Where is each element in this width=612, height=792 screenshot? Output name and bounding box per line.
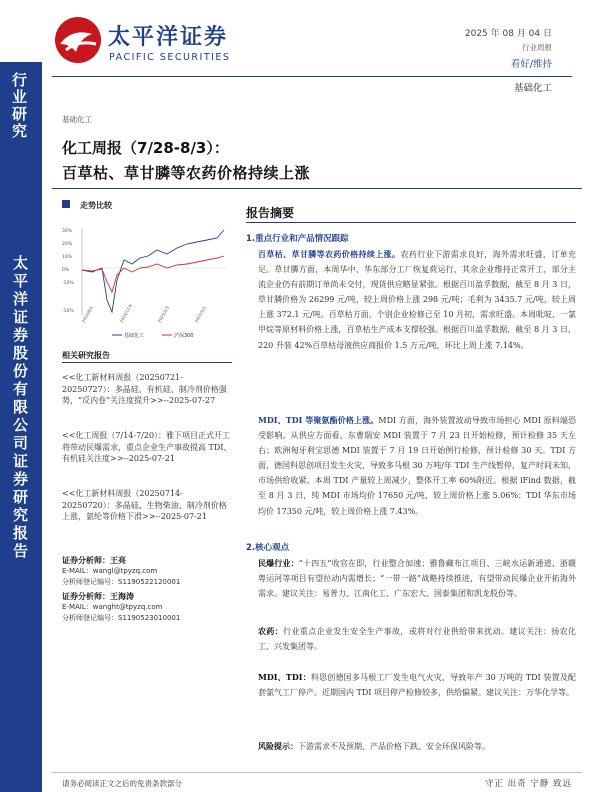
paragraph-lead: 风险提示：	[258, 741, 298, 751]
analysts	[62, 555, 242, 623]
section-bullet-icon	[62, 200, 70, 208]
trend-title: 走势比较	[80, 201, 112, 210]
summary-title: 报告摘要	[246, 206, 295, 220]
analyst-name: 证券分析师：王亮	[62, 556, 126, 565]
footer-motto: 守正 出奇 宁静 致远	[484, 779, 572, 789]
svg-text:2024/8/5: 2024/8/5	[80, 305, 94, 324]
analyst-email[interactable]: E-MAIL：wanght@tpyzq.com	[62, 603, 163, 611]
analyst-cert: 分析师登记编号：S1190523010001	[62, 613, 181, 622]
paragraph-mdi-tdi	[258, 670, 576, 700]
side-main-label: 太平洋证券股份有限公司证券研究报告	[11, 255, 29, 561]
related-report-2[interactable]: <<化工周报（7/14-7/20）：雅下项目正式开工将带动民爆需求，重点企业生产事故提高 TDI、有机硅关注度>>--2025-07-21	[62, 431, 232, 464]
header-divider	[52, 76, 572, 77]
paragraph-lead: 农药：	[258, 626, 284, 636]
paragraph-text: MDI 方面，海外装置波动导致市场担心 MDI 原料端恐受影响。从供应方面看，东曹瑞安 MDI 装置于 7 月 23 日开始检修，预计检修 35 天左右；欧洲匈牙利宝思德 MDI 装置于 7 月 19 日开始例行检修，预计检修 30 天。TDI 方面，德国科思创项目发生火灾，导致多马根 30 万吨/年 TDI 生产线暂停，复产时间未知，市场供给收紧。本周 TDI 产量较上周减少，整体开工率 60%附近。根据 iFind 数据，截至 8 月 3 日，纯 MDI 市场均价 17650 元/吨，较上周价格上涨 5.06%；TDI 华东市场均价 17350 元/吨，较上周价格上涨 7.43%。	[258, 416, 576, 516]
section-heading: 2.核心观点	[246, 543, 290, 553]
paragraph-lead: 民爆行业：	[258, 558, 299, 568]
paragraph-text: “十四五”收官在即，行业整合加速；雅鲁藏布江项目、三峡水运新通道、浙赣粤运河等项目有望拉动内需增长；“一带一路”战略持续推进，有望带动民爆企业开拓海外需求。建议关注：易普力、江南化工、广东宏大、国泰集团和凯龙股份等。	[258, 559, 576, 599]
related-report-1[interactable]: <<化工新材料周报（20250721-20250727）：多晶硅、有机硅、制冷剂价格强势，“反内卷”关注度提升>>--2025-07-27	[62, 373, 227, 406]
paragraph-pesticide-view	[258, 624, 576, 654]
svg-text:10%: 10%	[62, 255, 73, 260]
related-divider	[62, 362, 232, 363]
title-divider	[52, 188, 582, 189]
footer-divider	[52, 772, 582, 773]
paragraph-lead: 百草枯、草甘膦等农药价格持续上涨。	[258, 249, 401, 259]
analyst-cert: 分析师登记编号：S1190522120001	[62, 577, 181, 586]
report-date: 2025 年 08 月 04 日	[464, 29, 552, 39]
report-title: 化工周报（7/28-8/3）：	[62, 139, 229, 157]
svg-text:2025/2/3: 2025/2/3	[156, 305, 170, 324]
paragraph-explosives	[258, 556, 576, 601]
legend-series-1: 基础化工	[124, 333, 145, 339]
side-top-label: 行业研究	[10, 72, 28, 140]
trend-chart	[62, 220, 232, 340]
svg-text:2024/11/4: 2024/11/4	[118, 303, 134, 324]
related-reports-title: 相关研究报告	[62, 351, 110, 360]
svg-text:-10%: -10%	[62, 309, 74, 314]
svg-text:2025/5/5: 2025/5/5	[193, 305, 207, 324]
paragraph-polyurethane	[258, 413, 576, 519]
paragraph-text: 下游需求不及预期、产品价格下跌、安全环保风险等。	[298, 742, 490, 751]
paragraph-text: 科思创德国多马根工厂发生电气火灾，导致年产 30 万吨的 TDI 装置及配套氯气工厂停产。近期国内 TDI 项目停产检修较多，供给偏紧。建议关注：万华化学等。	[258, 673, 576, 698]
related-report-3[interactable]: <<化工新材料周报（20250714-20250720）：多晶硅、生物柴油、制冷剂价格上涨，氨纶等价格下滑>>--2025-07-21	[62, 489, 227, 522]
report-type: 行业周报	[522, 43, 552, 52]
breadcrumb: 基础化工	[62, 115, 92, 124]
svg-text:0%: 0%	[62, 268, 70, 273]
analyst-email[interactable]: E-MAIL：wangl@tpyzq.com	[62, 567, 158, 575]
sector-label: 基础化工	[513, 83, 552, 94]
svg-text:-10%: -10%	[62, 281, 74, 286]
svg-text:20%: 20%	[62, 242, 73, 247]
analyst-name: 证券分析师：王海涛	[62, 592, 134, 601]
paragraph-text: 行业重点企业发生安全生产事故，或将对行业供给带来扰动。建议关注：扬农化工、兴发集团等。	[258, 627, 577, 652]
paragraph-lead: MDI、TDI：	[258, 672, 311, 682]
report-subtitle: 百草枯、草甘膦等农药价格持续上涨	[62, 164, 311, 182]
summary-divider	[246, 222, 576, 223]
pacific-logo-icon	[52, 14, 104, 66]
paragraph-risk	[258, 739, 576, 754]
paragraph-pesticide	[258, 247, 576, 353]
svg-text:30%: 30%	[62, 229, 73, 234]
rating: 看好/维持	[510, 59, 552, 70]
paragraph-lead: MDI、TDI 等聚氨酯价格上涨。	[258, 415, 379, 425]
section-heading: 1.重点行业和产品情况跟踪	[246, 234, 349, 244]
legend-series-2: 沪深300	[174, 333, 194, 339]
brand-english: PACIFIC SECURITIES	[109, 52, 231, 63]
footer-disclaimer: 请务必阅读正文之后的免责条款部分	[62, 779, 182, 788]
brand-name: 太平洋证券	[108, 25, 229, 50]
paragraph-text: 农药行业下游需求良好，海外需求旺盛，订单充足。草甘膦方面，本周华中、华东部分工厂恢复荷运行，其余企业维持正常开工，部分主流企业仍有前期订单尚未交付，现货供应略显紧张。根据百川盈孚数据，截至 8 月 3 日，草甘膦价格为 26299 元/吨，较上周价格上涨 298 元/吨；毛利为 3435.7 元/吨，较上周上涨 372.1 元/吨。百草枯方面，个别企业检修已至 10 月初，需求旺盛。本周吡啶、一氯甲烷等原材料价格上涨，百草枯生产成本支撑较强。根据百川盈孚数据，截至 8 月 3 日，220 升装 42%百草枯母液供应商报价 1.5 万元/吨，环比上周上涨 7.14%。	[258, 250, 577, 350]
